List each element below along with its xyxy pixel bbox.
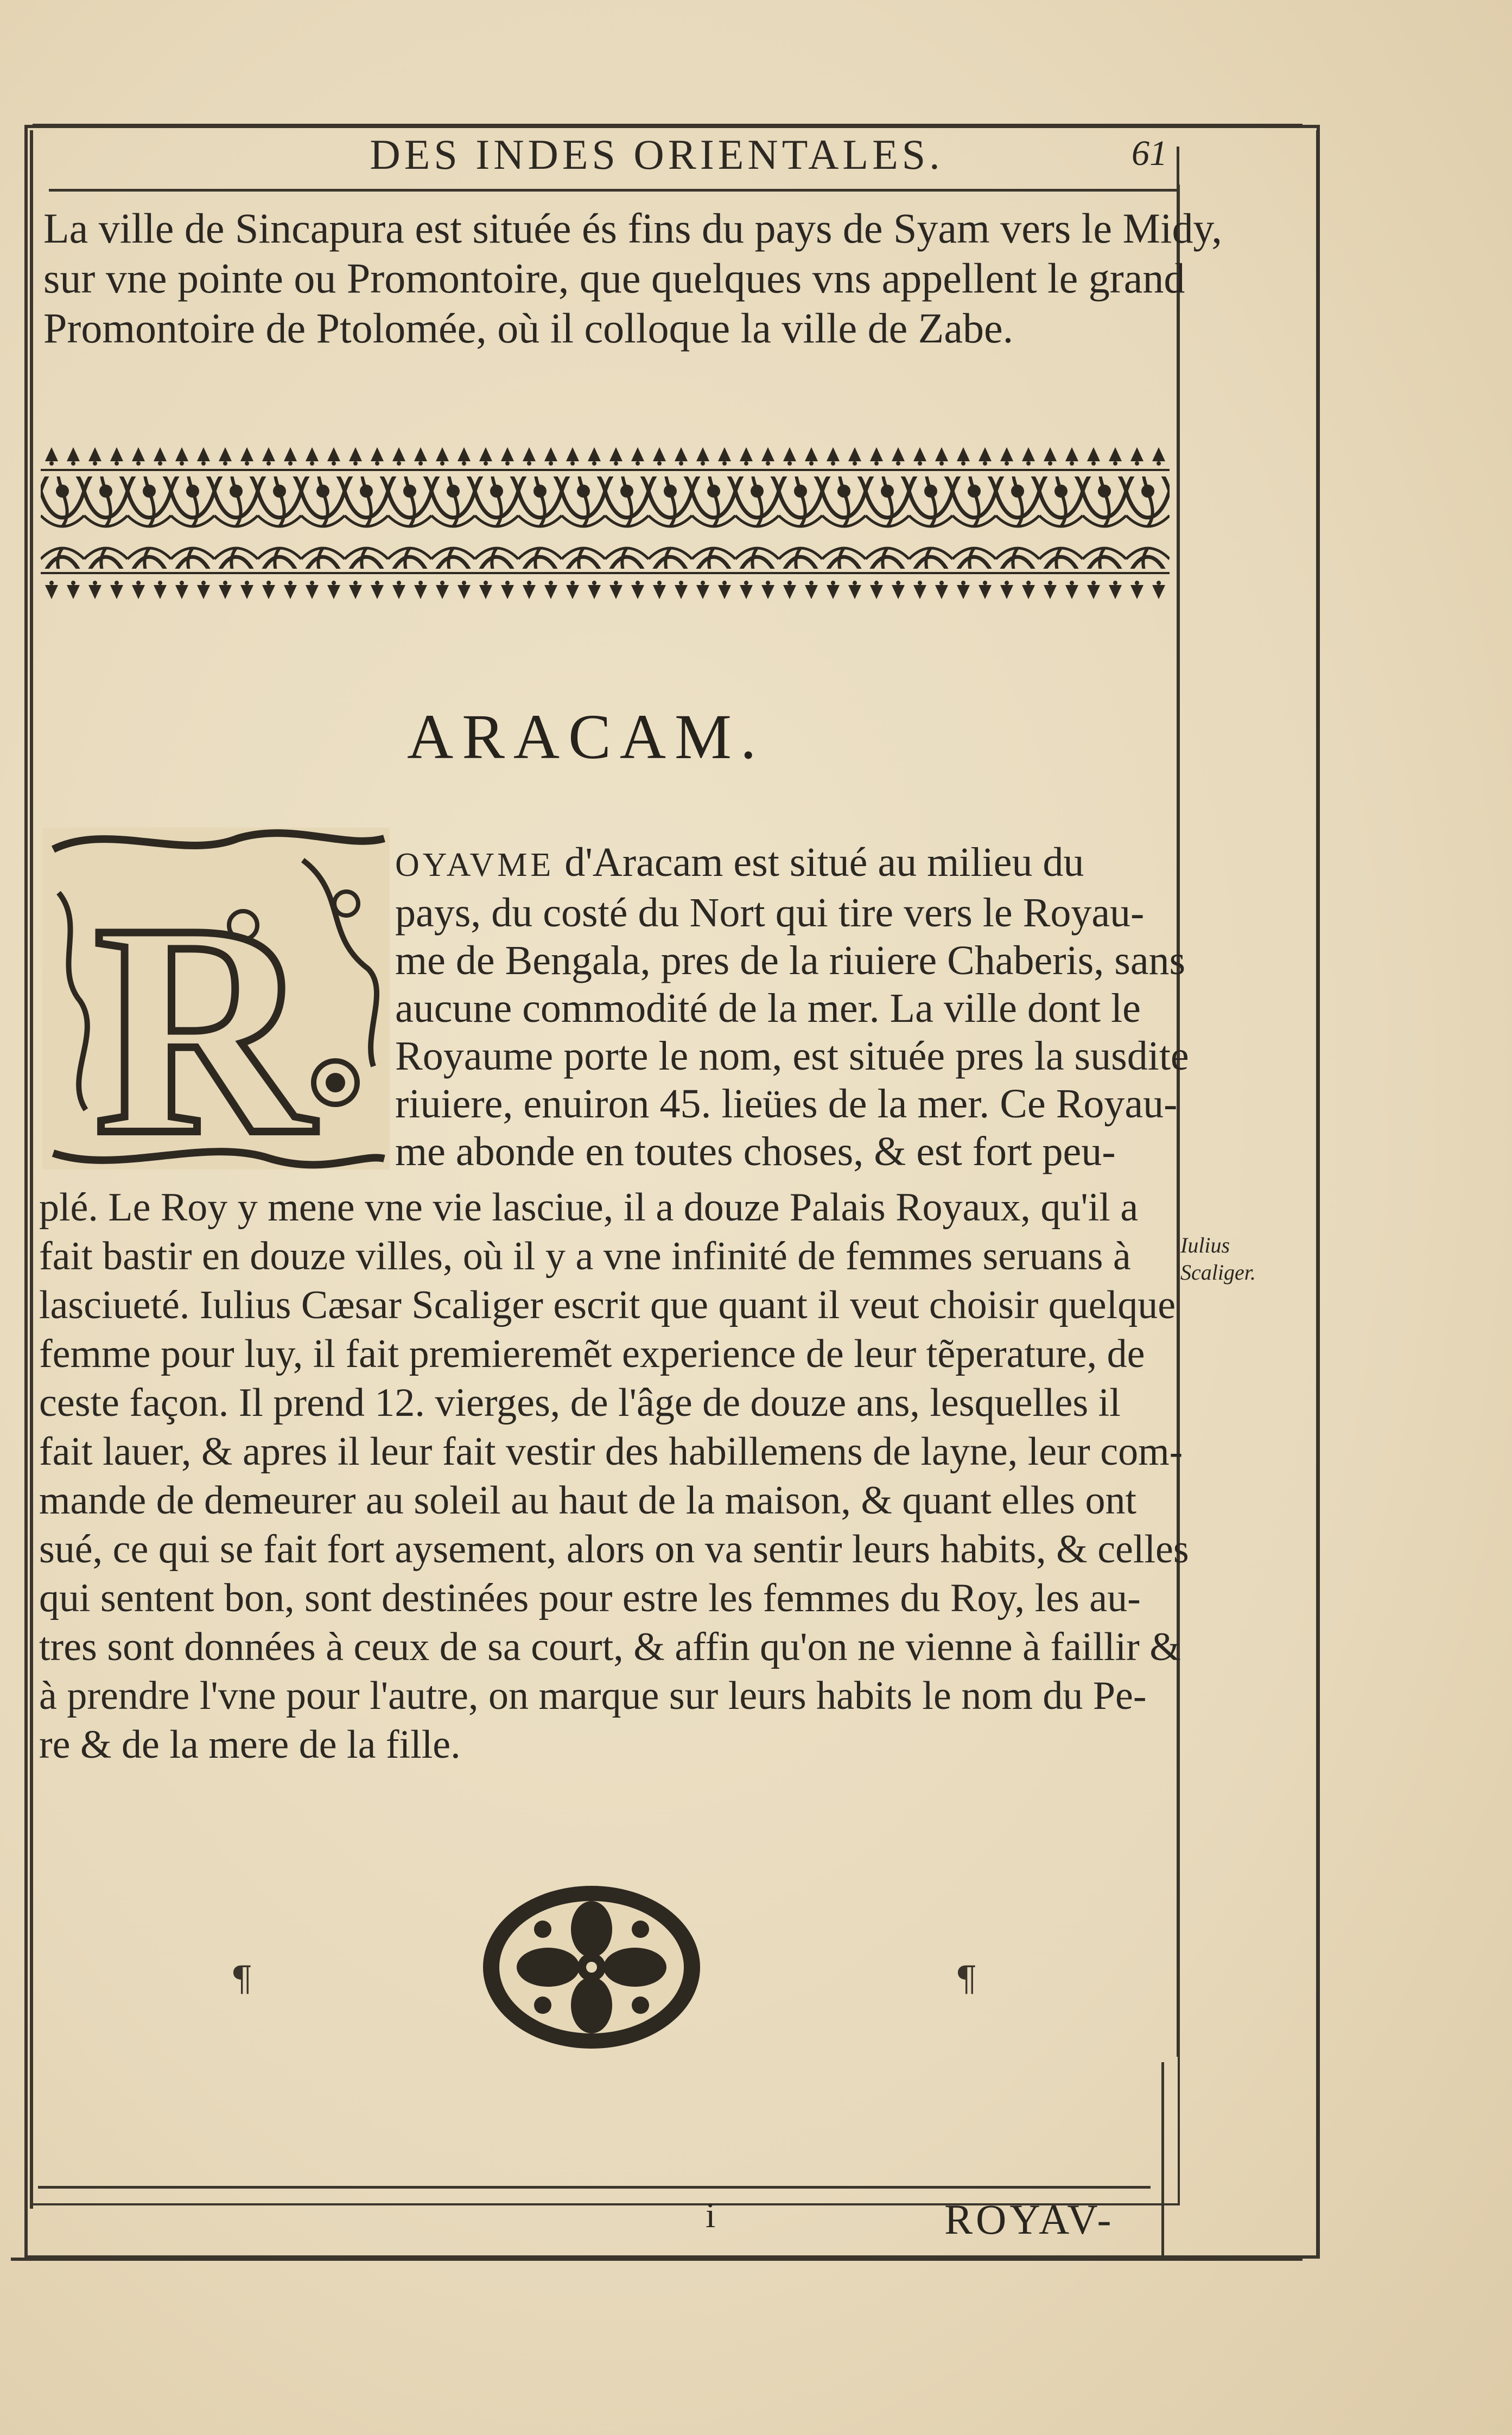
margin-note-line: Iulius [1180, 1233, 1230, 1257]
catchword: ROYAV- [944, 2196, 1115, 2243]
section-title: ARACAM. [407, 701, 765, 772]
head-rule-top [33, 124, 1303, 127]
text-line: re & de la mere de la fille. [39, 1722, 461, 1767]
catchword-box-left [1161, 2062, 1164, 2258]
bottom-rule [11, 2258, 1303, 2261]
text-line: me abonde en toutes choses, & est fort peu- [395, 1129, 1116, 1174]
page-number: 61 [1132, 133, 1167, 173]
dropcap-paragraph [395, 838, 1189, 1175]
text-line: sué, ce qui se fait fort aysement, alors on va sentir leurs habits, & celles [39, 1527, 1189, 1572]
text-line: qui sentent bon, sont destinées pour estre les femmes du Roy, les au- [39, 1576, 1141, 1620]
text-line: aucune commodité de la mer. La ville dont le [395, 986, 1141, 1031]
decorated-initial [42, 828, 390, 1169]
text-line: riuiere, enuiron 45. lieües de la mer. Ce Royau- [395, 1081, 1178, 1127]
foot-rule [38, 2186, 1151, 2189]
text-line: fait bastir en douze villes, où il y a vne infinité de femmes seruans à [39, 1234, 1131, 1279]
running-head: DES INDES ORIENTALES. [370, 131, 944, 178]
text-line: lasciueté. Iulius Cæsar Scaliger escrit que quant il veut choisir quelque [39, 1283, 1176, 1327]
paragraph-mark-right: ¶ [955, 1959, 977, 1999]
text-line: pays, du costé du Nort qui tire vers le Royau- [395, 890, 1145, 936]
text-line: femme pour luy, il fait premieremẽt experience de leur tẽperature, de [39, 1332, 1145, 1376]
text-line: à prendre l'vne pour l'autre, on marque sur leurs habits le nom du Pe- [39, 1674, 1147, 1718]
signature-mark: i [706, 2196, 716, 2235]
text-line: plé. Le Roy y mene vne vie lasciue, il a douze Palais Royaux, qu'il a [39, 1185, 1139, 1230]
text-line [395, 838, 1189, 889]
margin-note-line: Scaliger. [1180, 1260, 1256, 1285]
text-line: Promontoire de Ptolomée, où il colloque la ville de Zabe. [43, 304, 1014, 352]
margin-note [1180, 1232, 1256, 1286]
headpiece-ornament [41, 445, 1170, 619]
paragraph-mark-left: ¶ [231, 1959, 253, 1999]
text-line: me de Bengala, pres de la riuiere Chaberis, sans [395, 938, 1186, 983]
text-line: La ville de Sincapura est située és fins du pays de Syam vers le Midy, [43, 205, 1222, 252]
text-line: sur vne pointe ou Promontoire, que quelques vns appellent le grand [43, 255, 1185, 302]
left-rule [30, 130, 33, 2209]
body-paragraph [39, 1183, 1189, 1769]
tailpiece-rosette [478, 1880, 706, 2054]
intro-paragraph [43, 204, 1222, 353]
text-line: fait lauer, & apres il leur fait vestir des habillemens de layne, leur com- [39, 1429, 1183, 1474]
text-line: tres sont données à ceux de sa court, & affin qu'on ne vienne à faillir & [39, 1625, 1181, 1669]
dropcap-opening-word: OYAVME [395, 847, 555, 883]
text-line: ceste façon. Il prend 12. vierges, de l'âge de douze ans, lesquelles il [39, 1381, 1121, 1425]
drop-cap-letter: R [94, 861, 314, 1169]
text-line: Royaume porte le nom, est située pres la susdite [395, 1033, 1189, 1079]
right-rule [1316, 130, 1319, 2258]
head-rule-bottom [49, 189, 1178, 192]
text-segment: d'Aracam est situé au milieu du [564, 840, 1084, 885]
text-line: mande de demeurer au soleil au haut de la maison, & quant elles ont [39, 1478, 1137, 1523]
